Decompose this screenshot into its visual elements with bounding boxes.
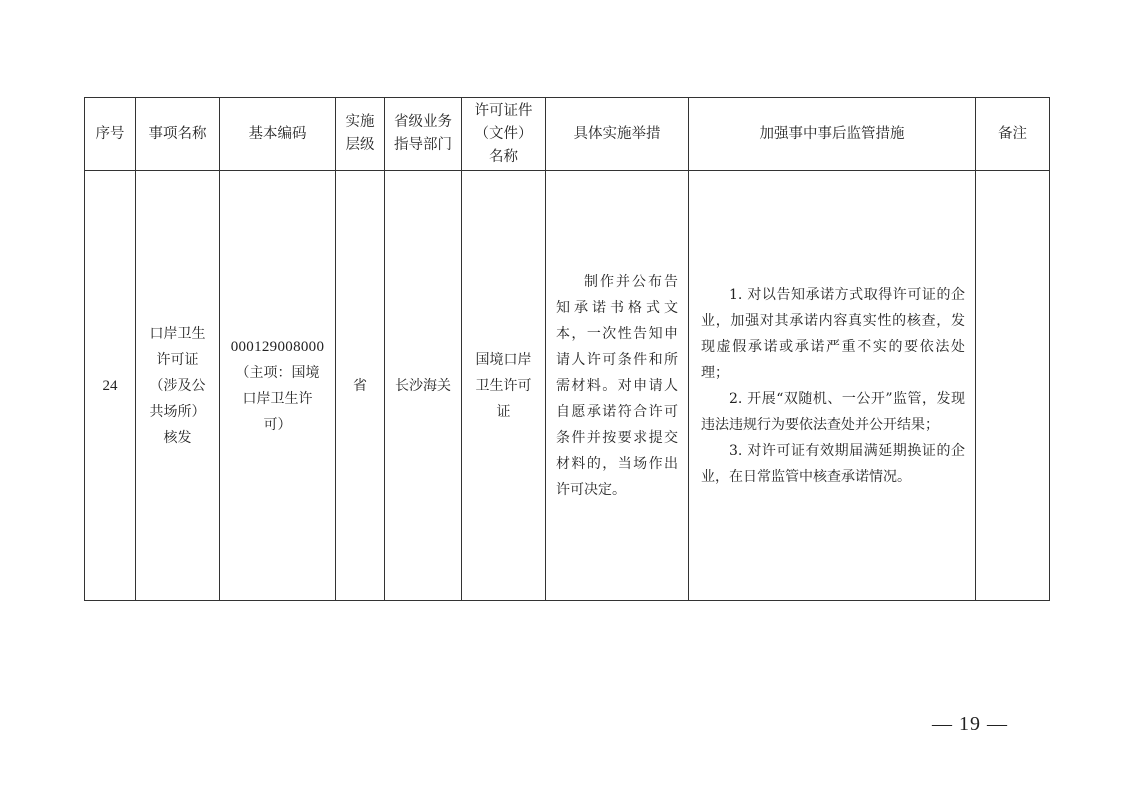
cell-supervision <box>689 171 976 601</box>
item-name-line: 核发 <box>163 429 192 446</box>
code-note-line: 口岸卫生许 <box>242 390 313 407</box>
item-name-line: 口岸卫生 <box>149 325 206 342</box>
header-level-line: 层级 <box>345 137 375 153</box>
header-seq: 序号 <box>85 98 136 171</box>
code-note-line: 可） <box>263 416 292 433</box>
header-basic-code: 基本编码 <box>220 98 336 171</box>
basic-code: 000129008000 <box>230 338 325 355</box>
cell-item-name <box>136 171 220 601</box>
header-remarks: 备注 <box>976 98 1050 171</box>
cell-seq: 24 <box>85 171 136 601</box>
header-license-line: 名称 <box>489 148 518 165</box>
cell-basic-code <box>220 171 336 601</box>
cell-remarks <box>976 171 1050 601</box>
cell-dept: 长沙海关 <box>385 171 462 601</box>
cell-measures <box>546 171 689 601</box>
permit-table <box>84 97 1050 601</box>
header-license-line: （文件） <box>474 125 533 142</box>
supervision-item: 3. 对许可证有效期届满延期换证的企业，在日常监管中核查承诺情况。 <box>701 442 965 485</box>
item-name-line: 共场所） <box>149 403 206 420</box>
table-header-row <box>85 98 1050 171</box>
item-name-line: 许可证 <box>156 351 199 368</box>
header-supervision: 加强事中事后监管措施 <box>689 98 976 171</box>
header-dept-line: 省级业务 <box>394 114 452 130</box>
license-line: 国境口岸 <box>475 351 532 368</box>
measures-text: 制作并公布告知承诺书格式文本，一次性告知申请人许可条件和所需材料。对申请人自愿承诺符合许可条件并按要求提交材料的，当场作出许可决定。 <box>556 273 678 498</box>
header-level <box>336 98 385 171</box>
license-line: 证 <box>496 403 511 420</box>
supervision-item: 2. 开展“双随机、一公开”监管，发现违法违规行为要依法查处并公开结果； <box>701 390 965 433</box>
cell-license <box>462 171 546 601</box>
header-level-line: 实施 <box>345 114 375 130</box>
code-note-line: （主项：国境 <box>235 364 320 381</box>
item-name-line: （涉及公 <box>149 377 206 394</box>
supervision-item: 1. 对以告知承诺方式取得许可证的企业，加强对其承诺内容真实性的核查，发现虚假承诺或承诺严重不实的要依法处理； <box>701 286 965 381</box>
header-measures: 具体实施举措 <box>546 98 689 171</box>
header-item-name: 事项名称 <box>136 98 220 171</box>
cell-level: 省 <box>336 171 385 601</box>
header-license-line: 许可证件 <box>474 102 533 119</box>
table-row <box>85 171 1050 601</box>
header-dept-line: 指导部门 <box>394 137 452 153</box>
page-number: — 19 — <box>932 713 1008 735</box>
header-dept <box>385 98 462 171</box>
header-license <box>462 98 546 171</box>
license-line: 卫生许可 <box>475 377 532 394</box>
